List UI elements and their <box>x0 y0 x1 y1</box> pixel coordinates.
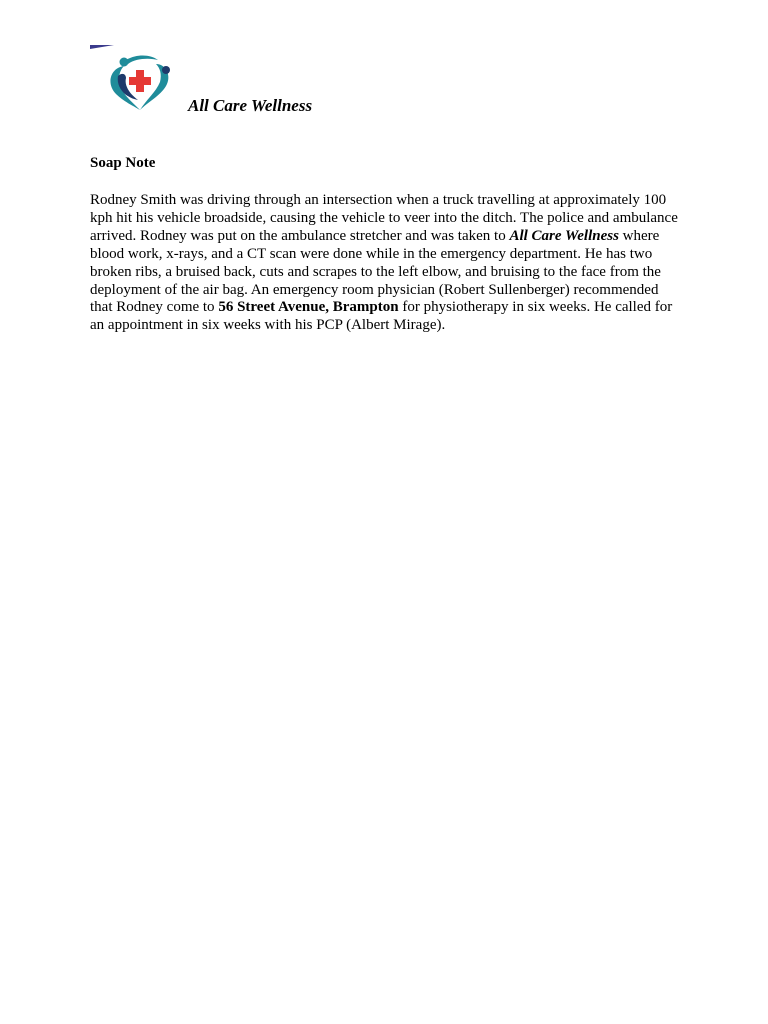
paragraph-text-3: for physiotherapy in six weeks. He called for an appointment in six weeks with his PCP (Albert Mirage). <box>90 299 673 334</box>
soap-note-paragraph <box>90 192 680 335</box>
clinic-address: 56 Street Avenue, Brampton <box>218 299 399 316</box>
heart-medical-cross-logo-icon <box>104 54 176 112</box>
paragraph-text-1: Rodney Smith was driving through an intersection when a truck travelling at approximately 100 kph hit his vehicle broadside, causing the vehicle to veer into the ditch. The police and ambulance arrived. Rodney was put on the ambulance stretcher and was taken to <box>90 192 678 244</box>
paragraph-text-2: where blood work, x-rays, and a CT scan were done while in the emergency department. He has two broken ribs, a bruised back, cuts and scrapes to the left elbow, and bruising to the face from the deployment of the air bag. An emergency room physician (Robert Sullenberger) recommended that Rodney come to <box>90 227 661 316</box>
corner-mark-decoration <box>90 45 114 49</box>
document-title: Soap Note <box>90 155 156 171</box>
facility-name: All Care Wellness <box>509 227 619 244</box>
company-name: All Care Wellness <box>188 96 313 115</box>
